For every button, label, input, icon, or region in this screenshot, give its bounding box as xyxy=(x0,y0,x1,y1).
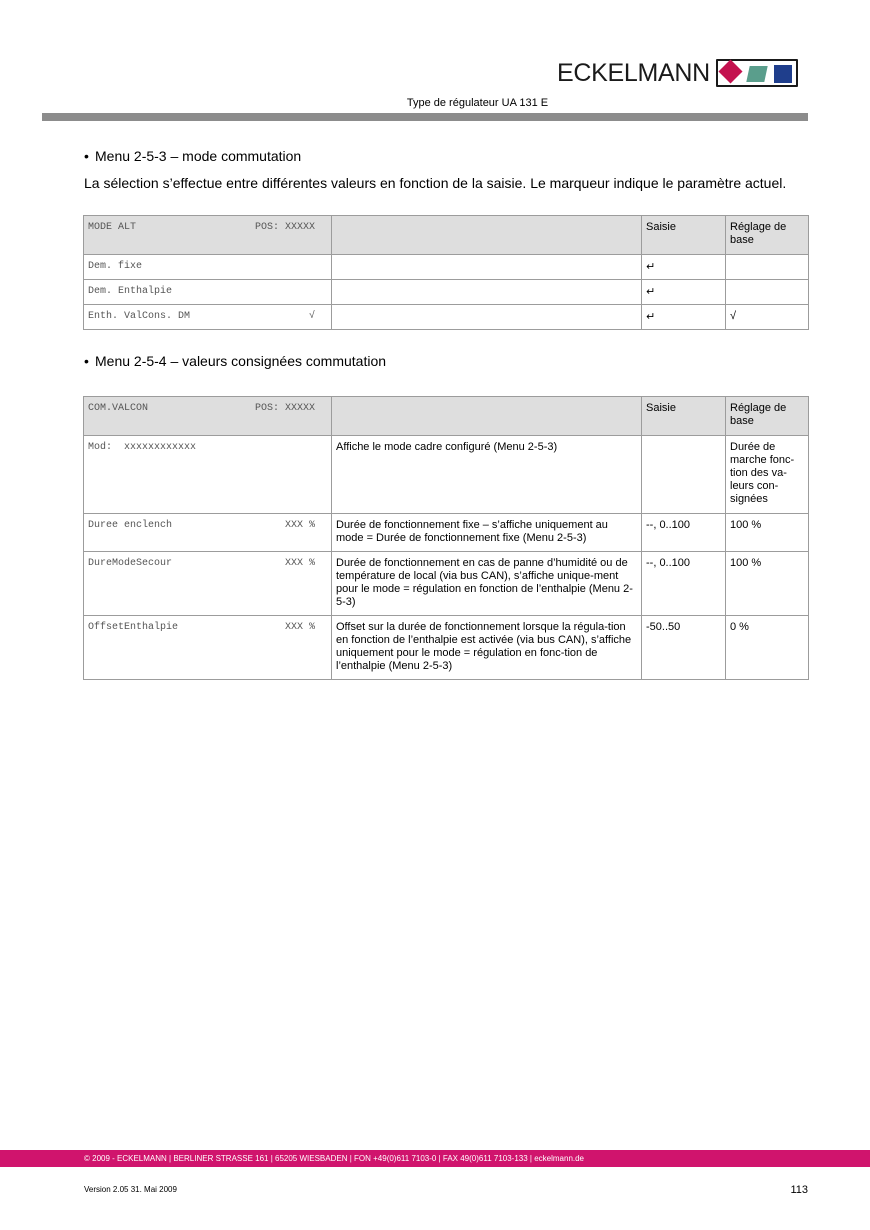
mode-alt-table xyxy=(83,215,809,330)
menu-value: XXX % xyxy=(284,558,315,569)
menu-param: DureModeSecour xyxy=(88,558,173,569)
com-valcon-table xyxy=(83,396,809,680)
section2-heading-text: Menu 2-5-4 – valeurs consignées commutation xyxy=(95,353,387,369)
menu-cell xyxy=(84,552,332,616)
menu-title: MODE ALT xyxy=(88,222,137,233)
description-header-cell xyxy=(332,397,642,436)
table-row xyxy=(84,552,809,616)
menu-cell xyxy=(84,305,332,330)
enter-icon: ↵ xyxy=(642,280,726,305)
description-cell: Offset sur la durée de fonctionnement lorsque la régula-tion en fonction de l’enthalpie est activée (via bus CAN), s’affiche uniquement pour le mode = régulation en fonc-tion de l’enthalpie (Menu 2-5-3) xyxy=(332,616,642,680)
reglage-cell xyxy=(726,255,809,280)
menu-option: Dem. Enthalpie xyxy=(88,286,173,297)
section2-heading xyxy=(84,353,386,370)
section1-heading-text: Menu 2-5-3 – mode commutation xyxy=(95,148,302,164)
reglage-cell: 0 % xyxy=(726,616,809,680)
logo-mark-icon xyxy=(716,59,798,87)
menu-value: XXX % xyxy=(284,520,315,531)
description-cell xyxy=(332,305,642,330)
description-header-cell xyxy=(332,216,642,255)
menu-header-cell xyxy=(84,216,332,255)
saisie-cell: -50..50 xyxy=(642,616,726,680)
menu-cell xyxy=(84,514,332,552)
table-row xyxy=(84,255,809,280)
saisie-header-cell: Saisie xyxy=(642,397,726,436)
menu-param: Duree enclench xyxy=(88,520,173,531)
table-header-row xyxy=(84,216,809,255)
section1-heading xyxy=(84,148,301,165)
reglage-cell: 100 % xyxy=(726,552,809,616)
footer-contact: © 2009 - ECKELMANN | BERLINER STRASSE 161 | 65205 WIESBADEN | FON +49(0)611 7103-0 | FAX 49(0)611 7103-133 | eckelmann.de xyxy=(84,1154,585,1163)
menu-cell xyxy=(84,616,332,680)
reglage-cell: Durée de marche fonc-tion des va-leurs con-signées xyxy=(726,436,809,514)
eckelmann-logo xyxy=(557,58,798,88)
menu-option: Enth. ValCons. DM xyxy=(88,311,191,322)
menu-cell xyxy=(84,436,332,514)
enter-icon: ↵ xyxy=(642,255,726,280)
bullet-icon: • xyxy=(84,148,89,164)
enter-icon: ↵ xyxy=(642,305,726,330)
header-rule xyxy=(42,113,808,121)
menu-param: OffsetEnthalpie xyxy=(88,622,179,633)
description-cell xyxy=(332,255,642,280)
table-header-row xyxy=(84,397,809,436)
table-row xyxy=(84,436,809,514)
menu-title: COM.VALCON xyxy=(88,403,149,414)
saisie-cell xyxy=(642,436,726,514)
saisie-header-cell: Saisie xyxy=(642,216,726,255)
bullet-icon: • xyxy=(84,353,89,369)
description-cell: Affiche le mode cadre configuré (Menu 2-5-3) xyxy=(332,436,642,514)
menu-header-cell xyxy=(84,397,332,436)
reglage-cell: 100 % xyxy=(726,514,809,552)
checkmark-icon: √ xyxy=(726,305,809,330)
table-row xyxy=(84,305,809,330)
description-cell: Durée de fonctionnement en cas de panne d’humidité ou de température de local (via bus CAN), s’affiche unique-ment pour le mode = régulation en fonction de l’enthalpie (Menu 2-5-3) xyxy=(332,552,642,616)
marker xyxy=(315,285,327,298)
saisie-cell: --, 0..100 xyxy=(642,514,726,552)
table-row xyxy=(84,616,809,680)
menu-pos: POS: XXXXX xyxy=(254,222,315,233)
saisie-cell: --, 0..100 xyxy=(642,552,726,616)
menu-value xyxy=(315,441,327,454)
checkmark-icon: √ xyxy=(308,311,315,322)
version-info: Version 2.05 31. Mai 2009 xyxy=(84,1185,177,1194)
description-cell xyxy=(332,280,642,305)
menu-param: Mod: xxxxxxxxxxxx xyxy=(88,442,197,453)
description-cell: Durée de fonctionnement fixe – s’affiche uniquement au mode = Durée de fonctionnement fixe (Menu 2-5-3) xyxy=(332,514,642,552)
page-number: 113 xyxy=(790,1184,808,1196)
menu-cell xyxy=(84,255,332,280)
menu-cell xyxy=(84,280,332,305)
menu-pos: POS: XXXXX xyxy=(254,403,315,414)
table-row xyxy=(84,514,809,552)
section1-intro: La sélection s’effectue entre différentes valeurs en fonction de la saisie. Le marqueur indique le paramètre actuel. xyxy=(84,175,787,191)
marker xyxy=(315,260,327,273)
reglage-cell xyxy=(726,280,809,305)
logo-text: ECKELMANN xyxy=(557,59,710,87)
menu-option: Dem. fixe xyxy=(88,261,143,272)
reglage-header-cell: Réglage de base xyxy=(726,397,809,436)
table-row xyxy=(84,280,809,305)
reglage-header-cell: Réglage de base xyxy=(726,216,809,255)
doc-subtitle: Type de régulateur UA 131 E xyxy=(406,97,549,109)
menu-value: XXX % xyxy=(284,622,315,633)
